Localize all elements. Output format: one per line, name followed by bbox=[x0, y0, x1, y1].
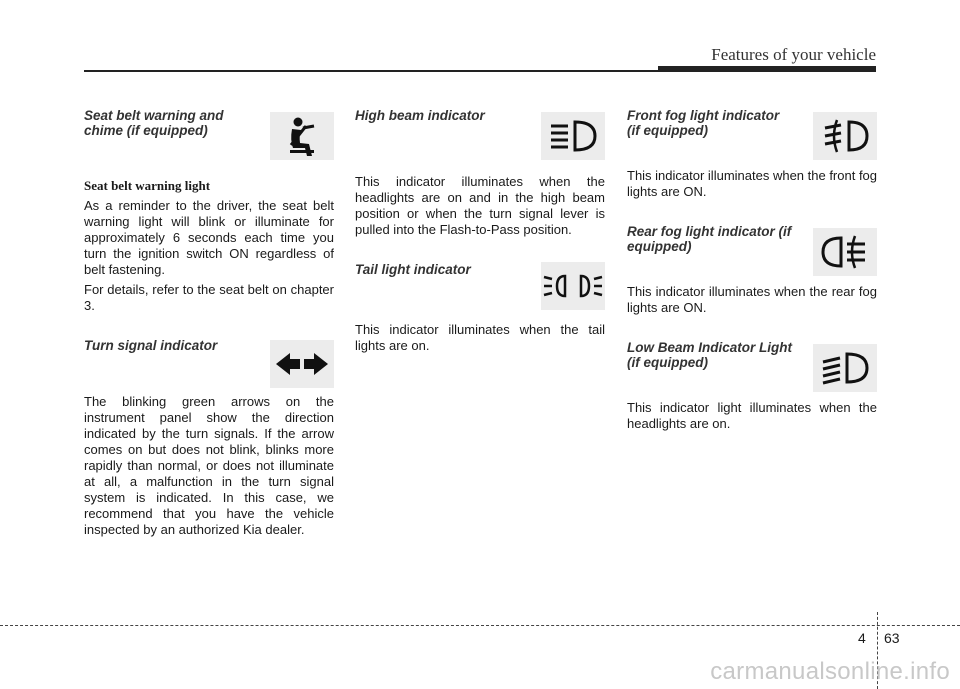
paragraph: This indicator illuminates when the headlights are on and in the high beam position or when the turn signal lever is pulled into the Flash-to-Pass position. bbox=[355, 174, 605, 237]
section-tail-light bbox=[355, 262, 605, 322]
header-rule-accent bbox=[658, 66, 876, 72]
seat-belt-icon bbox=[270, 112, 334, 160]
column-2 bbox=[355, 108, 605, 354]
section-title: Tail light indicator bbox=[355, 262, 471, 277]
section-high-beam bbox=[355, 108, 605, 174]
section-title: Rear fog light indicator (if equipped) bbox=[627, 224, 792, 254]
section-front-fog bbox=[627, 108, 877, 168]
page-number: 63 bbox=[884, 630, 900, 646]
footer-rule bbox=[0, 625, 960, 626]
section-low-beam bbox=[627, 340, 877, 400]
paragraph: The blinking green arrows on the instrument panel show the direction indicated by the turn signals. If the arrow comes on but does not blink, blinks more rapidly than normal, or does not illuminate at all, a malfunction in the turn signal system is indicated. In this case, we recommend that you have the vehicle inspected by an authorized Kia dealer. bbox=[84, 394, 334, 537]
section-turn-signal bbox=[84, 338, 334, 394]
section-title: Turn signal indicator bbox=[84, 338, 218, 353]
paragraph: This indicator illuminates when the tail lights are on. bbox=[355, 322, 605, 353]
turn-signal-arrows-icon bbox=[270, 340, 334, 388]
watermark: carmanualsonline.info bbox=[710, 658, 950, 685]
tail-light-icon bbox=[541, 262, 605, 310]
paragraph: This indicator illuminates when the rear fog lights are ON. bbox=[627, 284, 877, 315]
section-title: High beam indicator bbox=[355, 108, 485, 123]
column-3 bbox=[627, 108, 877, 432]
front-fog-light-icon bbox=[813, 112, 877, 160]
section-rear-fog bbox=[627, 224, 877, 284]
rear-fog-light-icon bbox=[813, 228, 877, 276]
section-title: Front fog light indicator (if equipped) bbox=[627, 108, 780, 138]
section-title: Seat belt warning and chime (if equipped) bbox=[84, 108, 224, 138]
paragraph: For details, refer to the seat belt on chapter 3. bbox=[84, 282, 334, 313]
section-seat-belt bbox=[84, 108, 334, 170]
paragraph: This indicator light illuminates when the headlights are on. bbox=[627, 400, 877, 431]
column-1 bbox=[84, 108, 334, 538]
high-beam-icon bbox=[541, 112, 605, 160]
paragraph: As a reminder to the driver, the seat belt warning light will blink or illuminate for approximately 6 seconds each time you turn the ignition switch ON regardless of belt fastening. bbox=[84, 198, 334, 277]
page-header-title: Features of your vehicle bbox=[711, 45, 876, 64]
section-title: Low Beam Indicator Light (if equipped) bbox=[627, 340, 793, 370]
low-beam-icon bbox=[813, 344, 877, 392]
chapter-number: 4 bbox=[858, 630, 866, 646]
paragraph: This indicator illuminates when the front fog lights are ON. bbox=[627, 168, 878, 199]
subheading: Seat belt warning light bbox=[84, 178, 211, 193]
